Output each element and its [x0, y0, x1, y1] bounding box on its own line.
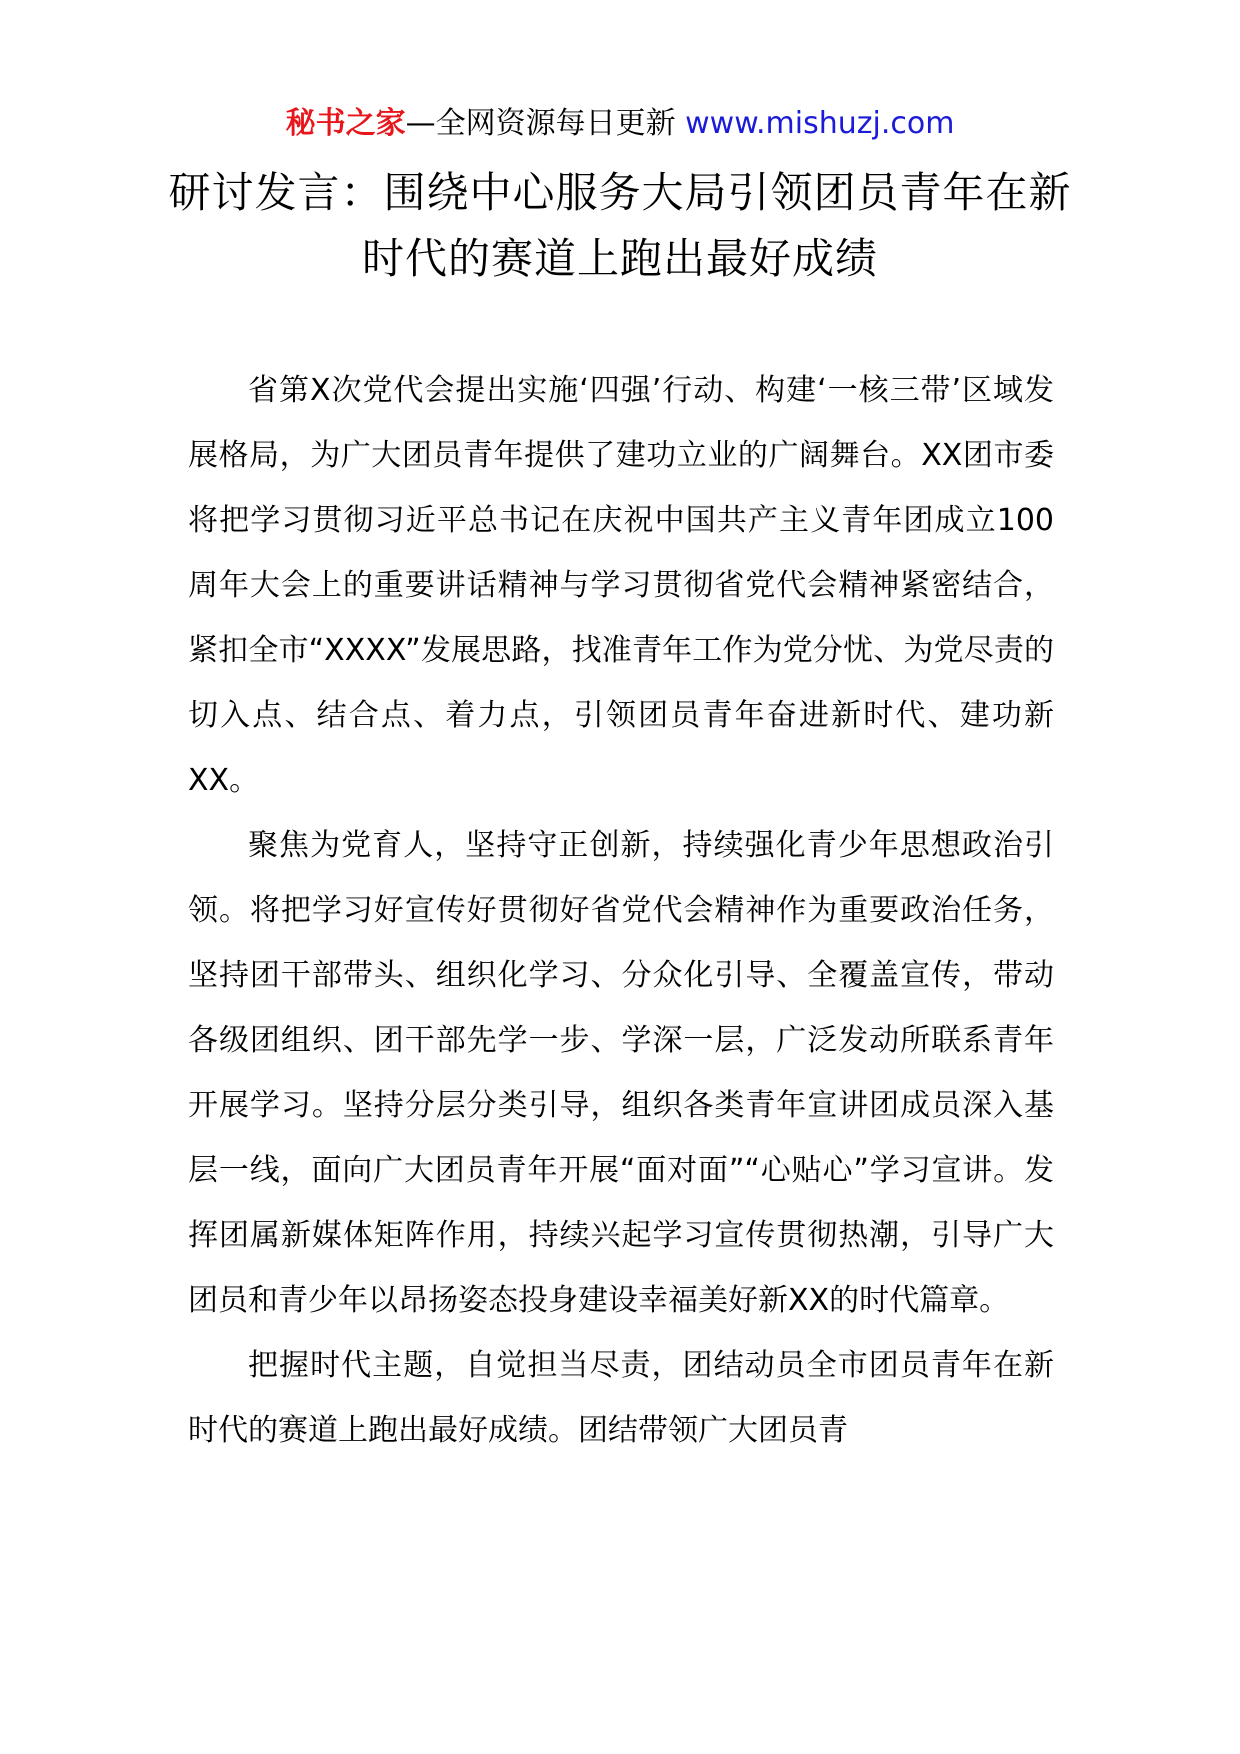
body-paragraph: 省第Ⅹ次党代会提出实施‘四强’行动、构建‘一核三带’区域发展格局，为广大团员青年提供了建功立业的广阔舞台。XX团市委将把学习贯彻习近平总书记在庆祝中国共产主义青年团成立100周年大会上的重要讲话精神与学习贯彻省党代会精神紧密结合，紧扣全市“XXXX”发展思路，找准青年工作为党分忧、为党尽责的切入点、结合点、着力点，引领团员青年奋进新时代、建功新XX。: [188, 373, 1054, 798]
document-body: [188, 358, 1054, 1463]
body-paragraph: 把握时代主题，自觉担当尽责，团结动员全市团员青年在新时代的赛道上跑出最好成绩。团结带领广大团员青: [188, 1348, 1054, 1448]
site-brand: 秘书之家: [285, 106, 406, 141]
body-paragraph: 聚焦为党育人，坚持守正创新，持续强化青少年思想政治引领。将把学习好宣传好贯彻好省党代会精神作为重要政治任务，坚持团干部带头、组织化学习、分众化引导、全覆盖宣传，带动各级团组织、团干部先学一步、学深一层，广泛发动所联系青年开展学习。坚持分层分类引导，组织各类青年宣讲团成员深入基层一线，面向广大团员青年开展“面对面”“心贴心”学习宣讲。发挥团属新媒体矩阵作用，持续兴起学习宣传贯彻热潮，引导广大团员和青少年以昂扬姿态投身建设幸福美好新XX的时代篇章。: [188, 828, 1054, 1318]
site-url-link[interactable]: www.mishuzj.com: [685, 106, 955, 141]
site-header: [0, 104, 1240, 144]
document-title: 研讨发言：围绕中心服务大局引领团员青年在新时代的赛道上跑出最好成绩: [168, 168, 1072, 283]
site-tagline: —全网资源每日更新: [405, 106, 676, 141]
